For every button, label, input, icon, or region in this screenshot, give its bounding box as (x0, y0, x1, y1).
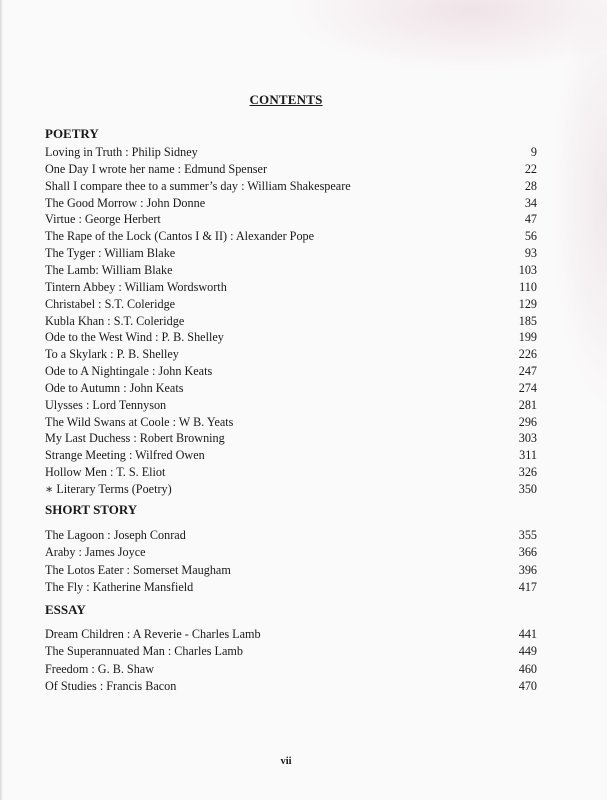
entry-title: Strange Meeting : Wilfred Owen (45, 448, 205, 463)
section-heading-poetry: POETRY (45, 126, 99, 141)
toc-entry (45, 313, 537, 329)
section-heading-short-story: SHORT STORY (45, 502, 138, 517)
entry-page-number: 326 (518, 465, 537, 480)
entry-title: The Rape of the Lock (Cantos I & II) : Alexander Pope (45, 229, 315, 244)
entry-title: Christabel : S.T. Coleridge (45, 296, 176, 311)
entry-title: Hollow Men : T. S. Eliot (45, 465, 166, 480)
entry-title: The Wild Swans at Coole : W B. Yeats (45, 414, 234, 429)
entry-page-number: 47 (524, 212, 537, 227)
toc-entry (45, 380, 537, 396)
entry-page-number: 226 (518, 347, 537, 362)
entry-title: The Fly : Katherine Mansfield (45, 580, 194, 595)
entry-title: To a Skylark : P. B. Shelley (45, 347, 179, 362)
entry-title: Kubla Khan : S.T. Coleridge (45, 313, 185, 328)
entry-page-number: 355 (518, 528, 537, 542)
entry-title: The Lagoon : Joseph Conrad (45, 528, 186, 542)
entry-title: The Lotos Eater : Somerset Maugham (45, 562, 231, 577)
entry-title: The Tyger : William Blake (45, 246, 176, 261)
toc-entry (45, 161, 537, 177)
entry-title: Ode to Autumn : John Keats (45, 380, 184, 395)
entry-page-number: 296 (518, 414, 537, 429)
toc-entry (45, 195, 537, 211)
toc-entry (45, 579, 537, 595)
toc-entry (45, 279, 537, 295)
entry-title: The Good Morrow : John Donne (45, 195, 206, 210)
entry-page-number: 441 (518, 627, 537, 641)
entry-page-number: 129 (518, 296, 537, 311)
toc-entry (45, 678, 537, 694)
toc-entry (45, 346, 537, 362)
toc-entry (45, 363, 537, 379)
entry-title: Loving in Truth : Philip Sidney (45, 145, 198, 159)
page-title: CONTENTS (249, 92, 323, 107)
toc-entry (45, 397, 537, 413)
entry-page-number: 9 (530, 145, 537, 159)
entry-title: The Superannuated Man : Charles Lamb (45, 644, 243, 659)
entry-page-number: 34 (524, 195, 537, 210)
toc-entry (45, 329, 537, 345)
toc-entry (45, 661, 537, 677)
entry-page-number: 199 (518, 330, 537, 345)
toc-entry (45, 464, 537, 480)
entry-title: Dream Children : A Reverie - Charles Lamb (45, 627, 261, 641)
toc-entry (45, 626, 537, 642)
entry-page-number: 103 (518, 262, 537, 277)
entry-page-number: 274 (518, 380, 537, 395)
toc-entry (45, 414, 537, 430)
entry-page-number: 22 (524, 161, 537, 176)
entry-title: One Day I wrote her name : Edmund Spenser (45, 161, 268, 176)
toc-entry (45, 527, 537, 543)
entry-title: Freedom : G. B. Shaw (45, 661, 155, 676)
entry-title: My Last Duchess : Robert Browning (45, 431, 225, 446)
toc-entry (45, 562, 537, 578)
toc-entry (45, 447, 537, 463)
entry-page-number: 366 (518, 545, 537, 560)
entry-title: Ode to A Nightingale : John Keats (45, 364, 213, 379)
entry-page-number: 396 (518, 562, 537, 577)
toc-entry (45, 178, 537, 194)
entry-page-number: 185 (518, 313, 537, 328)
entry-page-number: 56 (524, 229, 537, 244)
toc-entry (45, 144, 537, 160)
entry-title: Ulysses : Lord Tennyson (45, 397, 167, 412)
entry-page-number: 28 (524, 178, 537, 193)
entry-page-number: 311 (519, 448, 537, 463)
entry-page-number: 417 (518, 580, 537, 595)
toc-entry (45, 430, 537, 446)
entry-title: The Lamb: William Blake (45, 262, 173, 277)
entry-page-number: 350 (518, 482, 537, 496)
toc-entry (45, 262, 537, 278)
toc-entry (45, 643, 537, 659)
toc-entry (45, 481, 537, 497)
entry-page-number: 303 (518, 431, 537, 446)
toc-entry (45, 228, 537, 244)
entry-title: Ode to the West Wind : P. B. Shelley (45, 330, 224, 345)
section-heading-essay: ESSAY (45, 602, 86, 617)
toc-entry (45, 544, 537, 560)
entry-page-number: 449 (518, 644, 537, 659)
entry-title: Virtue : George Herbert (45, 212, 161, 227)
entry-page-number: 460 (518, 661, 537, 676)
entry-title: Of Studies : Francis Bacon (45, 678, 177, 693)
toc-entry (45, 245, 537, 261)
entry-page-number: 93 (524, 246, 537, 261)
entry-page-number: 281 (518, 397, 537, 412)
entry-title: Shall I compare thee to a summer’s day : William Shakespeare (45, 178, 351, 193)
entry-page-number: 470 (518, 678, 537, 693)
page-number: vii (280, 756, 292, 767)
entry-title: Araby : James Joyce (45, 545, 146, 560)
entry-title: ∗ Literary Terms (Poetry) (45, 482, 172, 496)
entry-page-number: 247 (518, 364, 537, 379)
entry-title: Tintern Abbey : William Wordsworth (45, 279, 227, 294)
entry-page-number: 110 (519, 279, 537, 294)
toc-entry (45, 211, 537, 227)
toc-entry (45, 296, 537, 312)
